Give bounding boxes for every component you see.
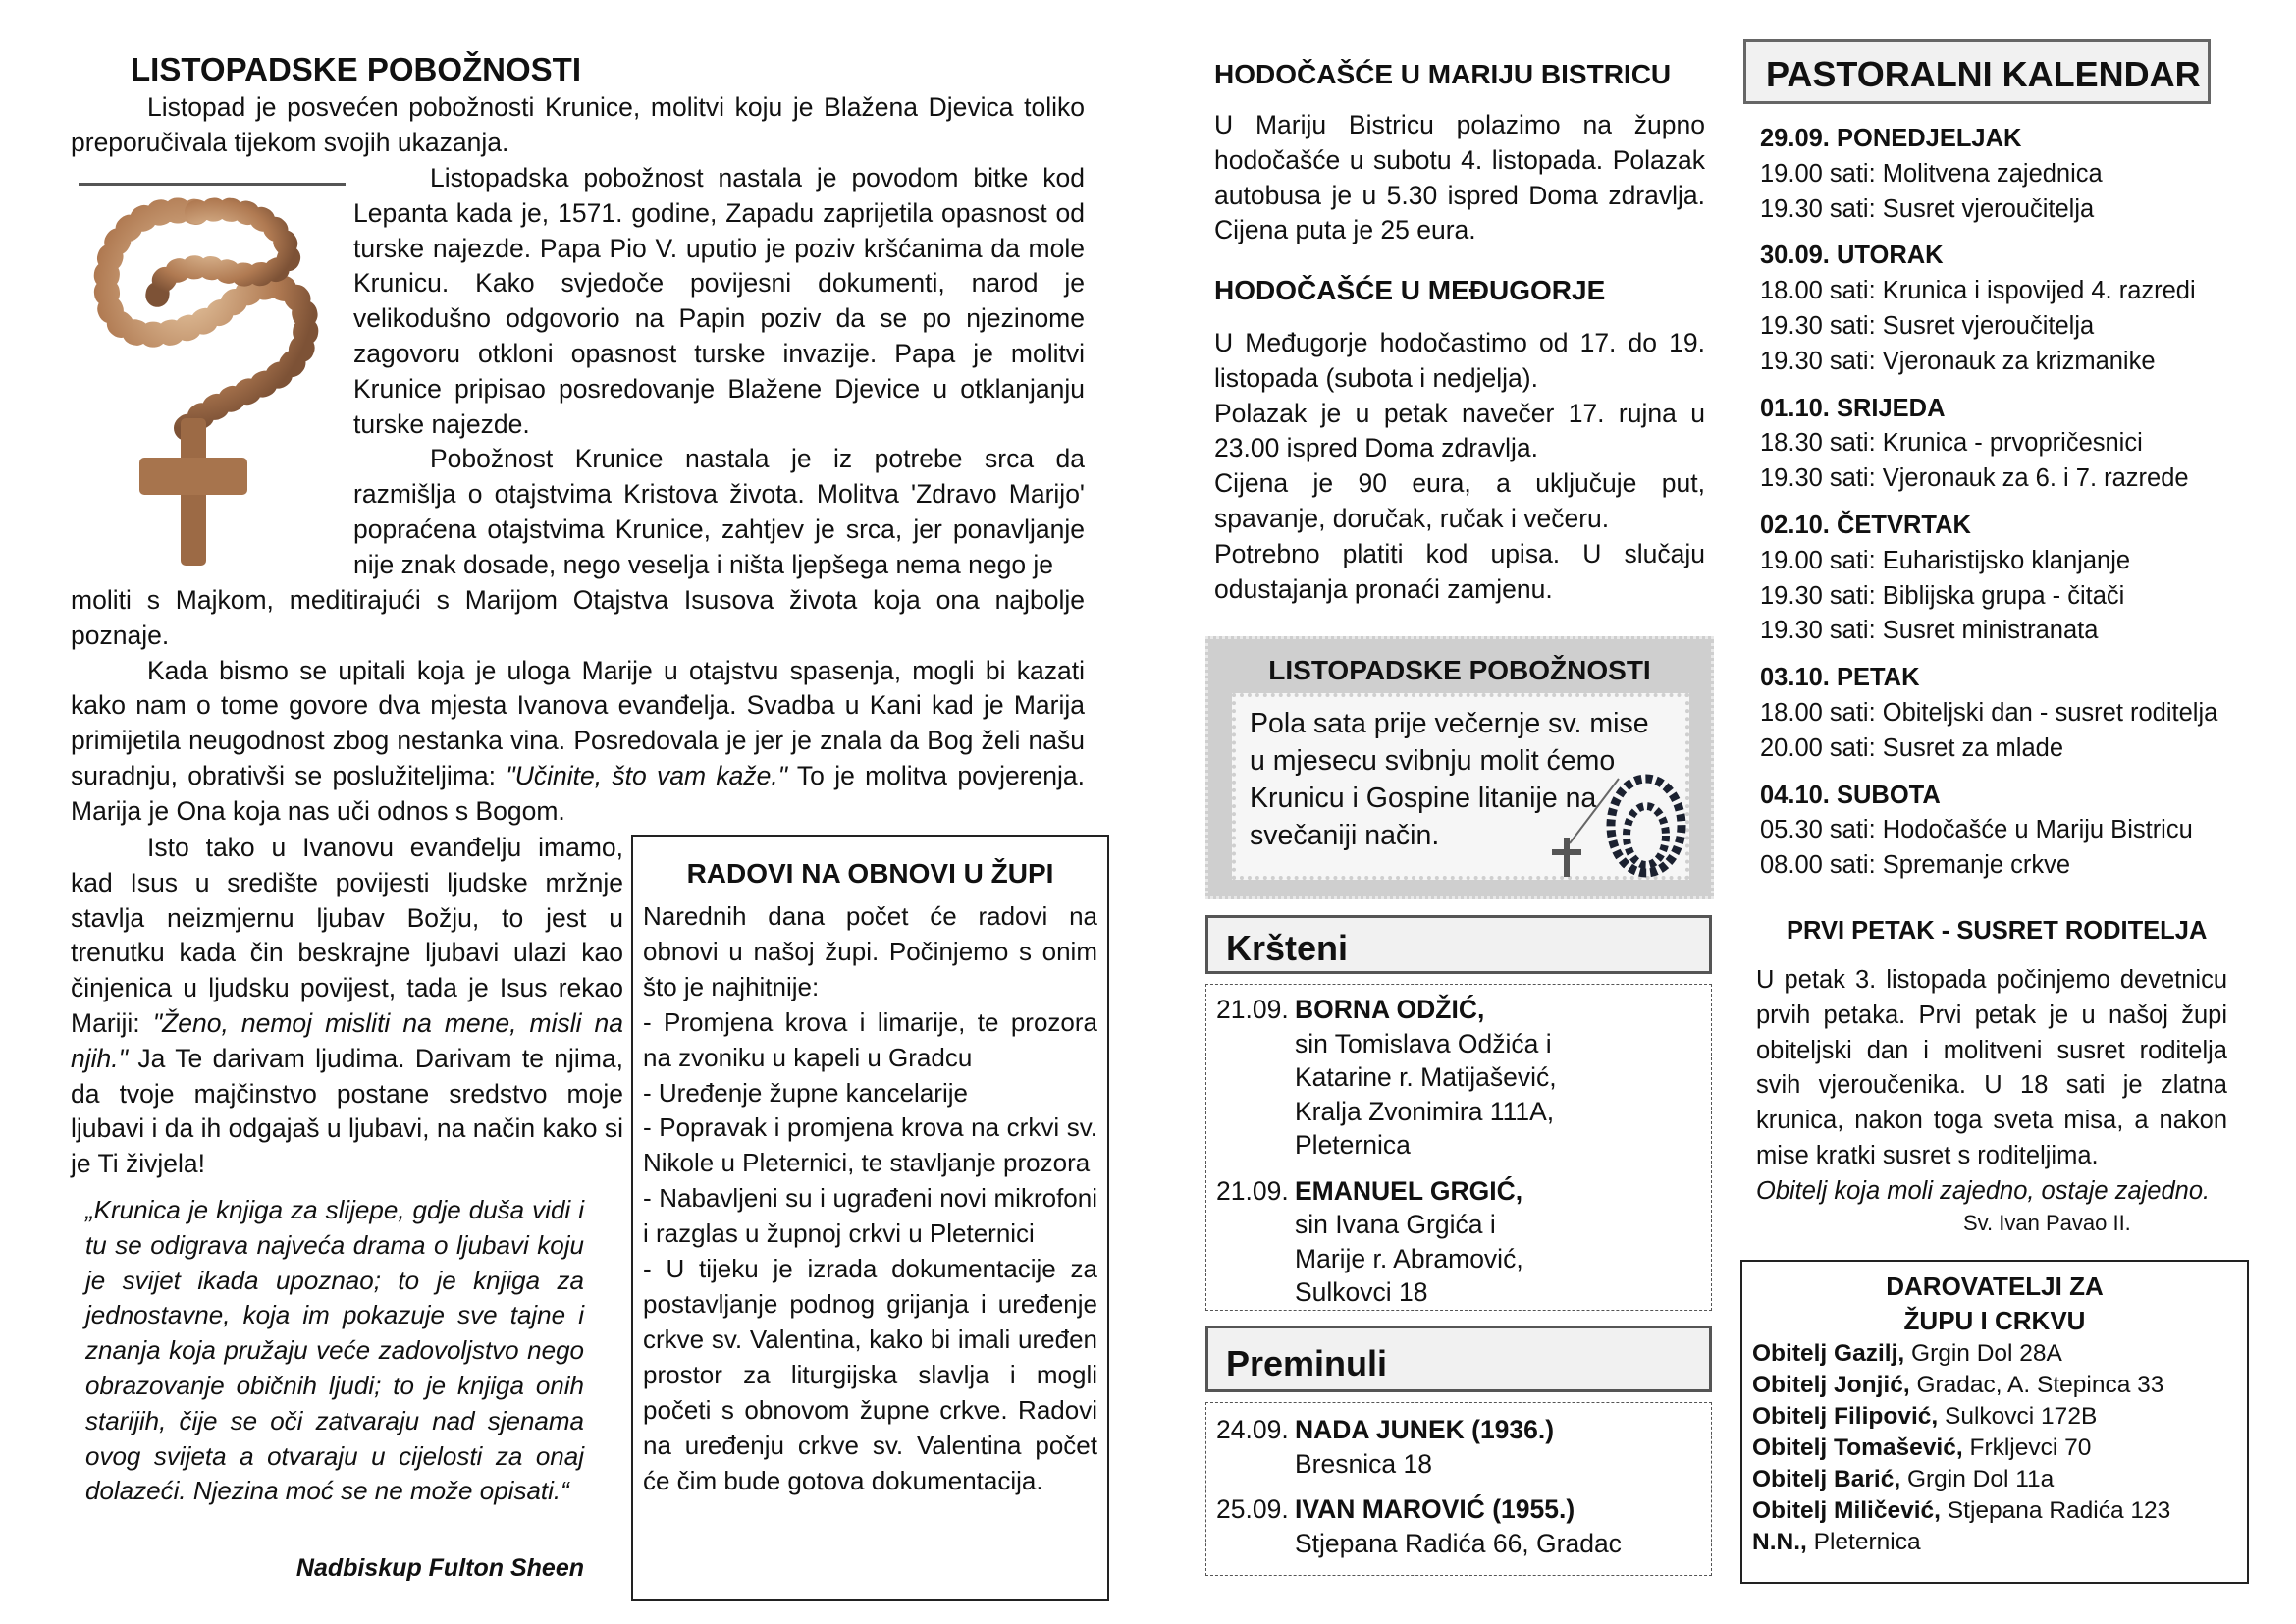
day-event: 05.30 sati: Hodočašće u Mariju Bistricu — [1760, 816, 2193, 844]
calendar-day — [1760, 122, 2270, 227]
donor-place: Sulkovci 172B — [1938, 1403, 2098, 1430]
sheen-quote: „Krunica je knjiga za slijepe, gdje duša vidi i tu se odigrava najveća drama o ljubavi koju je svijet ikada upoznao; to je knjiga za jednostavne, koja im pokazuje sve tajne i znanja koja pružaju veće zadovoljstvo nego obrazovanje običnih ljudi; to je knjiga onih starijih, čije se oči zatvaraju nad sjenama ovog svijeta a otvaraju u cijelosti za onaj dolazeći. Njezina moć se ne može opisati.“ — [85, 1195, 584, 1506]
day-event: 19.00 sati: Molitvena zajednica — [1760, 159, 2103, 188]
preminuli-entry — [1216, 1492, 1711, 1560]
day-event: 19.30 sati: Biblijska grupa - čitači — [1760, 581, 2125, 610]
wrapped-paragraphs — [353, 161, 1085, 583]
donor-row — [1752, 1338, 2237, 1370]
krunica-paragraph-end: moliti s Majkom, meditirajući s Marijom Otajstva Isusova života koja ona najbolje poznaje. — [71, 585, 1085, 650]
donor-row — [1752, 1370, 2237, 1401]
calendar-day — [1760, 779, 2270, 884]
day-event: 18.30 sati: Krunica - prvopričesnici — [1760, 429, 2143, 458]
medjugorje-line: Polazak je u petak navečer 17. rujna u 23.00 ispred Doma zdravlja. — [1214, 398, 1705, 463]
medjugorje-text — [1214, 326, 1705, 607]
entry-date: 25.09. — [1216, 1494, 1289, 1524]
day-event: 08.00 sati: Spremanje crkve — [1760, 851, 2071, 880]
entry-detail: Katarine r. Matijašević, — [1295, 1062, 1557, 1092]
day-event: 19.30 sati: Susret vjeroučitelja — [1760, 311, 2095, 340]
day-header: 01.10. SRIJEDA — [1760, 394, 1946, 422]
donor-name: Obitelj Miličević, — [1752, 1497, 1941, 1524]
darovatelji-box — [1740, 1260, 2249, 1584]
rosary-image — [79, 183, 346, 568]
full-width-paragraphs — [71, 583, 1085, 830]
day-event: 19.00 sati: Euharistijsko klanjanje — [1760, 546, 2131, 574]
entry-detail: Stjepana Radića 66, Gradac — [1295, 1528, 1622, 1558]
donor-place: Gradac, A. Stepinca 33 — [1909, 1372, 2164, 1398]
donor-place: Frkljevci 70 — [1962, 1435, 2092, 1461]
krsteni-list — [1205, 984, 1712, 1311]
radovi-item: - Nabavljeni su i ugrađeni novi mikrofoni i razglas u župnoj crkvi u Pleternici — [643, 1183, 1097, 1249]
krsteni-header: Kršteni — [1205, 915, 1712, 974]
image-top-rule — [79, 183, 346, 186]
medjugorje-title: HODOČAŠĆE U MEĐUGORJE — [1214, 275, 1606, 305]
calendar-day — [1760, 661, 2270, 766]
donor-place: Pleternica — [1806, 1529, 1921, 1555]
entry-detail: Pleternica — [1295, 1130, 1411, 1160]
day-event: 20.00 sati: Susret za mlade — [1760, 733, 2064, 762]
preminuli-entry — [1216, 1413, 1711, 1481]
donor-row — [1752, 1401, 2237, 1433]
calendar-day — [1760, 509, 2270, 649]
intro-paragraph: Listopad je posvećen pobožnosti Krunice, molitvi koju je Blažena Djevica toliko preporučivala tijekom svojih ukazanja. — [71, 92, 1085, 157]
prvi-petak-body — [1756, 963, 2227, 1210]
listopadske-box — [1205, 636, 1714, 899]
entry-detail: Bresnica 18 — [1295, 1448, 1432, 1479]
entry-name: BORNA ODŽIĆ, — [1295, 995, 1485, 1024]
para4-quote: "Učinite, što vam kaže." — [506, 760, 788, 790]
donor-row — [1752, 1464, 2237, 1495]
day-event: 19.30 sati: Susret ministranata — [1760, 617, 2099, 645]
medjugorje-line: Cijena je 90 eura, a uključuje put, spavanje, doručak, ručak i večeru. — [1214, 468, 1705, 533]
radovi-body — [643, 899, 1097, 1498]
donor-place: Grgin Dol 28A — [1904, 1340, 2062, 1367]
day-header: 30.09. UTORAK — [1760, 242, 1944, 270]
day-event: 18.00 sati: Obiteljski dan - susret roditelja — [1760, 698, 2218, 727]
radovi-item: - Uređenje župne kancelarije — [643, 1077, 968, 1108]
medjugorje-line: Potrebno platiti kod upisa. U slučaju odustajanja pronaći zamjenu. — [1214, 538, 1705, 604]
day-header: 03.10. PETAK — [1760, 664, 1920, 692]
krsteni-entry — [1216, 993, 1711, 1163]
radovi-item: - U tijeku je izrada dokumentacije za postavljanje podnog grijanja i uređenje crkve sv. Valentina, kako bi imali uređen prostor za liturgijska slavlja i mogli početi s obnovom župne crkve. Radovi na uređenju crkve sv. Valentina počet će čim bude gotova dokumentacija. — [643, 1254, 1097, 1495]
day-event: 19.30 sati: Vjeronauk za 6. i 7. razrede — [1760, 464, 2189, 493]
day-header: 04.10. SUBOTA — [1760, 781, 1941, 809]
entry-name: IVAN MAROVIĆ (1955.) — [1295, 1494, 1575, 1524]
donor-row — [1752, 1495, 2237, 1527]
calendar-day — [1760, 392, 2270, 497]
para4-text-b: To je molitva povjerenja. Marija je Ona koja nas uči odnos s Bogom. — [71, 760, 1085, 826]
bistrica-title: HODOČAŠĆE U MARIJU BISTRICU — [1214, 59, 1672, 89]
prvi-petak-text: U petak 3. listopada počinjemo devetnicu prvih petaka. Prvi petak je u našoj župi obiteljski dan i molitveni susret roditelja svih vjeroučenika. U 18 sati je zlatna krunica, nakon toga sveta misa, a nakon mise kratki susret s roditeljima. — [1756, 966, 2227, 1169]
black-rosary-icon — [1521, 767, 1697, 885]
article-title: LISTOPADSKE POBOŽNOSTI — [131, 51, 581, 87]
darovatelji-title-line1: DAROVATELJI ZA — [1886, 1272, 2104, 1301]
radovi-item: - Promjena krova i limarije, te prozora na zvoniku u kapeli u Gradcu — [643, 1006, 1097, 1072]
ivanovo-paragraph — [71, 831, 623, 1182]
calendar-day — [1760, 239, 2270, 379]
radovi-item: - Popravak i promjena krova na crkvi sv. Nikole u Pleternici, te stavljanje prozora — [643, 1112, 1097, 1178]
krsteni-entry — [1216, 1174, 1711, 1310]
donor-name: N.N., — [1752, 1529, 1807, 1555]
quote-author: Nadbiskup Fulton Sheen — [295, 1554, 584, 1582]
calendar-title: PASTORALNI KALENDAR — [1766, 54, 2201, 94]
preminuli-header: Preminuli — [1205, 1326, 1712, 1392]
day-header: 02.10. ČETVRTAK — [1760, 511, 1971, 539]
donor-name: Obitelj Gazilj, — [1752, 1340, 1905, 1367]
entry-detail: Sulkovci 18 — [1295, 1277, 1428, 1307]
preminuli-list — [1205, 1402, 1712, 1576]
medjugorje-line: U Međugorje hodočastimo od 17. do 19. listopada (subota i nedjelja). — [1214, 328, 1705, 393]
listopadske-box-text: Pola sata prije večernje sv. mise u mjesecu svibnju molit ćemo Krunicu i Gospine litanije na svečaniji način. — [1250, 708, 1649, 851]
para5-text-b: Ja Te darivam ljudima. Darivam te njima, da tvoje majčinstvo postane sredstvo moje ljubavi i da ih odgajaš u ljubavi, na način kako si je Ti živjela! — [71, 1043, 623, 1179]
prvi-petak-motto: Obitelj koja moli zajedno, ostaje zajedno. — [1756, 1176, 2211, 1205]
rosary-icon — [79, 183, 346, 568]
calendar-header — [1743, 39, 2211, 104]
para4-text-a: Kada bismo se upitali koja je uloga Marije u otajstvu spasenja, mogli bi kazati kako nam o tome govore dva mjesta Ivanova evanđelja. Svadba u Kani kad je Marija primijetila neugodnost zbog nestanka vina. Posredovala je jer je znala da Bog želi našu suradnju, obrativši se poslužiteljima: — [71, 655, 1085, 790]
entry-detail: Marije r. Abramović, — [1295, 1243, 1523, 1273]
entry-date: 24.09. — [1216, 1415, 1289, 1444]
krunica-paragraph-start: Pobožnost Krunice nastala je iz potrebe srca da razmišlja o otajstvima Kristova života. Molitva 'Zdravo Marijo' popraćena otajstvima Krunice, zahtjev je srca, jer ponavljanje nije znak dosade, nego veselja i ništa ljepšega nema nego je — [353, 444, 1085, 579]
darovatelji-title-line2: ŽUPU I CRKVU — [1903, 1306, 2086, 1335]
donor-row — [1752, 1527, 2237, 1558]
radovi-box — [631, 835, 1109, 1601]
day-event: 18.00 sati: Krunica i ispovijed 4. razredi — [1760, 277, 2196, 305]
entry-date: 21.09. — [1216, 1175, 1289, 1206]
entry-name: EMANUEL GRGIĆ, — [1295, 1175, 1523, 1206]
calendar-list — [1760, 122, 2270, 895]
day-event: 19.30 sati: Susret vjeroučitelja — [1760, 194, 2095, 223]
listopadske-box-title: LISTOPADSKE POBOŽNOSTI — [1268, 655, 1651, 685]
entry-detail: sin Ivana Grgića i — [1295, 1210, 1496, 1239]
donor-place: Stjepana Radića 123 — [1940, 1497, 2171, 1524]
donor-name: Obitelj Tomašević, — [1752, 1435, 1963, 1461]
donor-name: Obitelj Barić, — [1752, 1466, 1901, 1492]
entry-date: 21.09. — [1216, 995, 1289, 1024]
uloga-marije-paragraph — [71, 654, 1085, 830]
entry-detail: sin Tomislava Odžića i — [1295, 1028, 1552, 1058]
radovi-intro: Narednih dana počet će radovi na obnovi u našoj župi. Počinjemo s onim što je najhitnije: — [643, 901, 1097, 1001]
para5-quote: "Ženo, nemoj misliti na mene, misli na njih." — [71, 1007, 623, 1073]
entry-name: NADA JUNEK (1936.) — [1295, 1415, 1555, 1444]
day-event: 19.30 sati: Vjeronauk za krizmanike — [1760, 347, 2156, 375]
para5-text-a: Isto tako u Ivanovu evanđelju imamo, kad Isus u središte povijesti ljudske mržnje stavlja neizmjernu ljubav Božju, to jest u trenutku kada čin beskrajne ljubavi ulazi kao činjenica u ljudsku povijest, tada je Isus rekao Mariji: — [71, 833, 623, 1038]
radovi-title: RADOVI NA OBNOVI U ŽUPI — [686, 858, 1054, 889]
prvi-petak-signature: Sv. Ivan Pavao II. — [1963, 1211, 2131, 1235]
lepanto-paragraph: Listopadska pobožnost nastala je povodom bitke kod Lepanta kada je, 1571. godine, Zapadu zaprijetila opasnost od turske najezde. Papa Pio V. uputio je poziv kršćanima da mole Krunicu. Kako svjedoče povijesni dokumenti, narod je velikodušno odgovorio na Papin poziv da se po njezinome zagovoru otkloni opasnost turske invazije. Papa je molitvi Krunice pripisao posredovanje Blažene Djevice u otklanjanju turske najezde. — [353, 163, 1085, 439]
bistrica-text: U Mariju Bistricu polazimo na župno hodočašće u subotu 4. listopada. Polazak autobusa je u 5.30 ispred Doma zdravlja. Cijena puta je 25 eura. — [1214, 110, 1705, 245]
donor-name: Obitelj Filipović, — [1752, 1403, 1939, 1430]
prvi-petak-title: PRVI PETAK - SUSRET RODITELJA — [1787, 917, 2208, 945]
entry-detail: Kralja Zvonimira 111A, — [1295, 1096, 1555, 1126]
day-header: 29.09. PONEDJELJAK — [1760, 125, 2022, 152]
donor-row — [1752, 1433, 2237, 1464]
donor-place: Grgin Dol 11a — [1900, 1466, 2055, 1492]
donor-name: Obitelj Jonjić, — [1752, 1372, 1910, 1398]
